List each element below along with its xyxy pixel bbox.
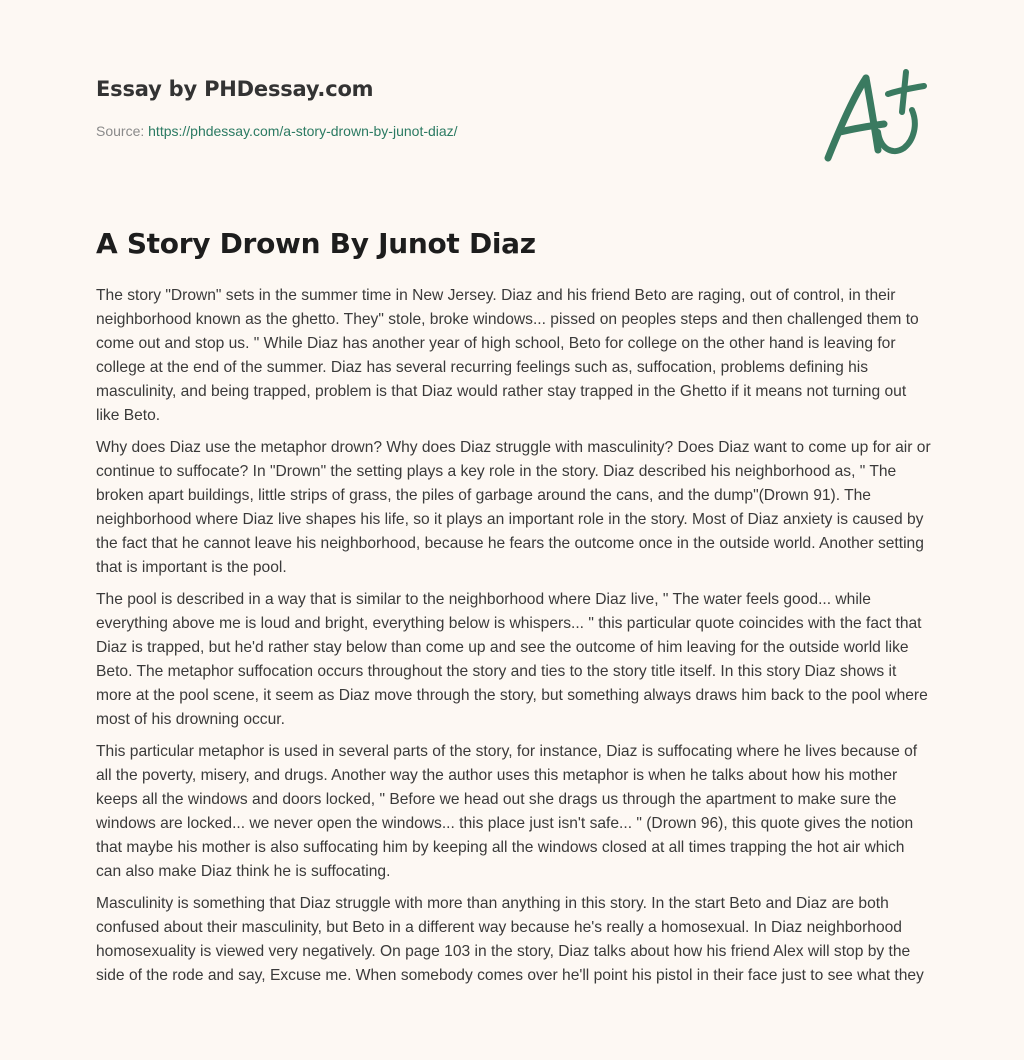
essay-title: A Story Drown By Junot Diaz [96,227,536,260]
a-plus-grade-icon [818,66,930,168]
essay-paragraph: Masculinity is something that Diaz struggle with more than anything in this story. In the start Beto and Diaz are both confused about their masculinity, but Beto in a different way because he's really a homosexual. In Diaz neighborhood homosexuality is viewed very negatively. On page 103 in the story, Diaz talks about how his friend Alex will stop by the side of the rode and say, Excuse me. When somebody comes over he'll point his pistol in their face just to see what they [96,895,924,984]
site-title: Essay by PHDessay.com [96,77,374,101]
essay-paragraph: The pool is described in a way that is similar to the neighborhood where Diaz live, " The water feels good... while everything above me is loud and bright, everything below is whispers... " this particular quote coincides with the fact that Diaz is trapped, but he'd rather stay below than come up and see the outcome of him leaving for the outside world like Beto. The metaphor suffocation occurs throughout the story and ties to the story title itself. In this story Diaz shows it more at the pool scene, it seem as Diaz move through the story, but something always draws him back to the pool where most of his drowning occur. [96,591,928,728]
essay-paragraph: This particular metaphor is used in several parts of the story, for instance, Diaz is suffocating where he lives because of all the poverty, misery, and drugs. Another way the author uses this metaphor is when he talks about how his mother keeps all the windows and doors locked, " Before we head out she drags us through the apartment to make sure the windows are locked... we never open the windows... this place just isn't safe... " (Drown 96), this quote gives the notion that maybe his mother is also suffocating him by keeping all the windows closed at all times trapping the hot air which can also make Diaz think he is suffocating. [96,743,918,880]
source-line [96,121,796,141]
source-link[interactable]: https://phdessay.com/a-story-drown-by-junot-diaz/ [148,123,458,139]
essay-body [96,284,932,996]
essay-paragraph: The story "Drown" sets in the summer time in New Jersey. Diaz and his friend Beto are raging, out of control, in their neighborhood known as the ghetto. They" stole, broke windows... pissed on peoples steps and then challenged them to come out and stop us. " While Diaz has another year of high school, Beto for college on the other hand is leaving for college at the end of the summer. Diaz has several recurring feelings such as, suffocation, problems defining his masculinity, and being trapped, problem is that Diaz would rather stay trapped in the Ghetto if it means not turning out like Beto. [96,287,919,424]
source-label: Source: [96,123,145,139]
page-header [96,74,796,141]
essay-paragraph: Why does Diaz use the metaphor drown? Why does Diaz struggle with masculinity? Does Diaz want to come up for air or continue to suffocate? In "Drown" the setting plays a key role in the story. Diaz described his neighborhood as, " The broken apart buildings, little strips of grass, the piles of garbage around the cans, and the dump"(Drown 91). The neighborhood where Diaz live shapes his life, so it plays an important role in the story. Most of Diaz anxiety is caused by the fact that he cannot leave his neighborhood, because he fears the outcome once in the outside world. Another setting that is important is the pool. [96,439,931,576]
